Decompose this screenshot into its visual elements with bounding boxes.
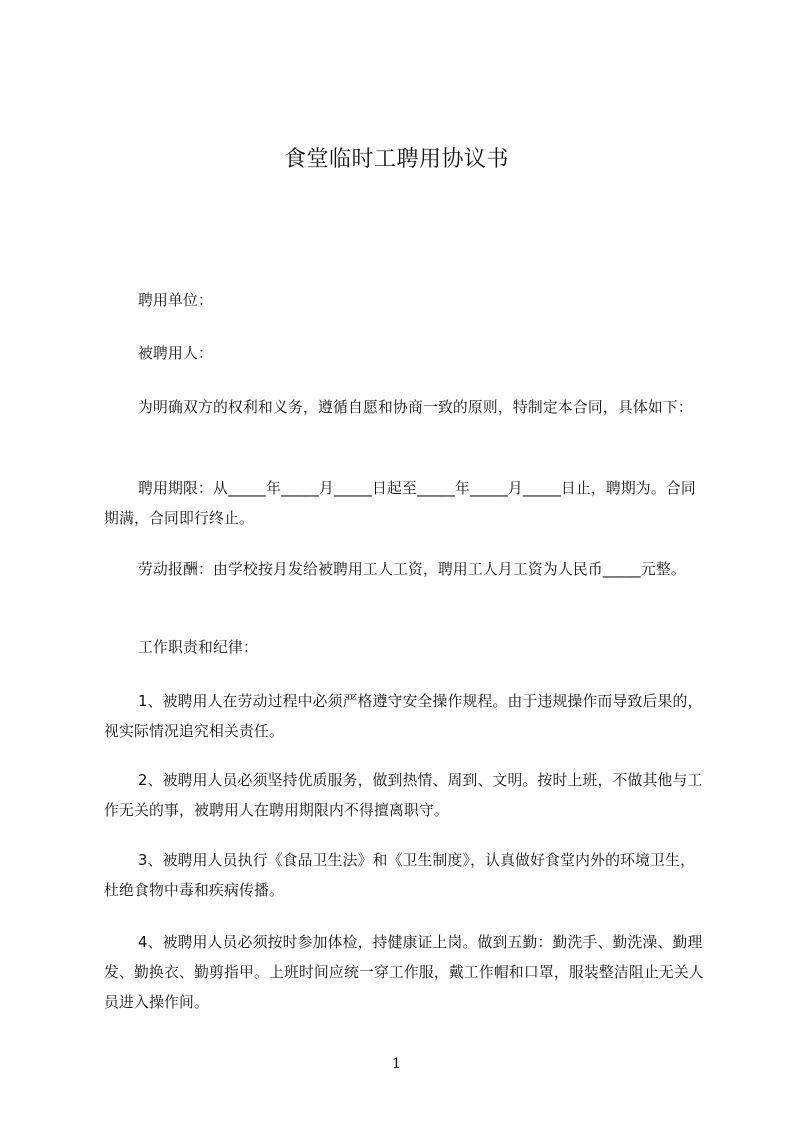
remuneration-paragraph: 劳动报酬：由学校按月发给被聘用工人工资，聘用工人月工资为人民币_____元整。 <box>138 561 686 578</box>
employer-field: 聘用单位： <box>138 292 213 309</box>
document-title: 食堂临时工聘用协议书 <box>283 147 509 172</box>
employee-field: 被聘用人： <box>138 345 213 362</box>
employment-term-paragraph: 聘用期限：从_____年_____月_____日起至_____年_____月_____日止，聘期为。合同期满，合同即行终止。 <box>104 480 696 527</box>
duty-item-3: 3、被聘用人员执行《食品卫生法》和《卫生制度》，认真做好食堂内外的环境卫生，杜绝食物中毒和疾病传播。 <box>104 852 696 899</box>
duty-item-1: 1、被聘用人在劳动过程中必须严格遵守安全操作规程。由于违规操作而导致后果的，视实际情况追究相关责任。 <box>104 693 703 740</box>
duties-heading: 工作职责和纪律： <box>138 639 258 656</box>
preamble-paragraph: 为明确双方的权利和义务，遵循自愿和协商一致的原则，特制定本合同，具体如下： <box>138 399 693 416</box>
duty-item-4: 4、被聘用人员必须按时参加体检，持健康证上岗。做到五勤：勤洗手、勤洗澡、勤理发、勤换衣、勤剪指甲。上班时间应统一穿工作服，戴工作帽和口罩，服装整洁阻止无关人员进入操作间。 <box>104 934 704 1011</box>
duty-item-2: 2、被聘用人员必须坚持优质服务，做到热情、周到、文明。按时上班，不做其他与工作无关的事，被聘用人在聘用期限内不得擅离职守。 <box>104 772 703 819</box>
page-number: 1 <box>392 1056 401 1072</box>
